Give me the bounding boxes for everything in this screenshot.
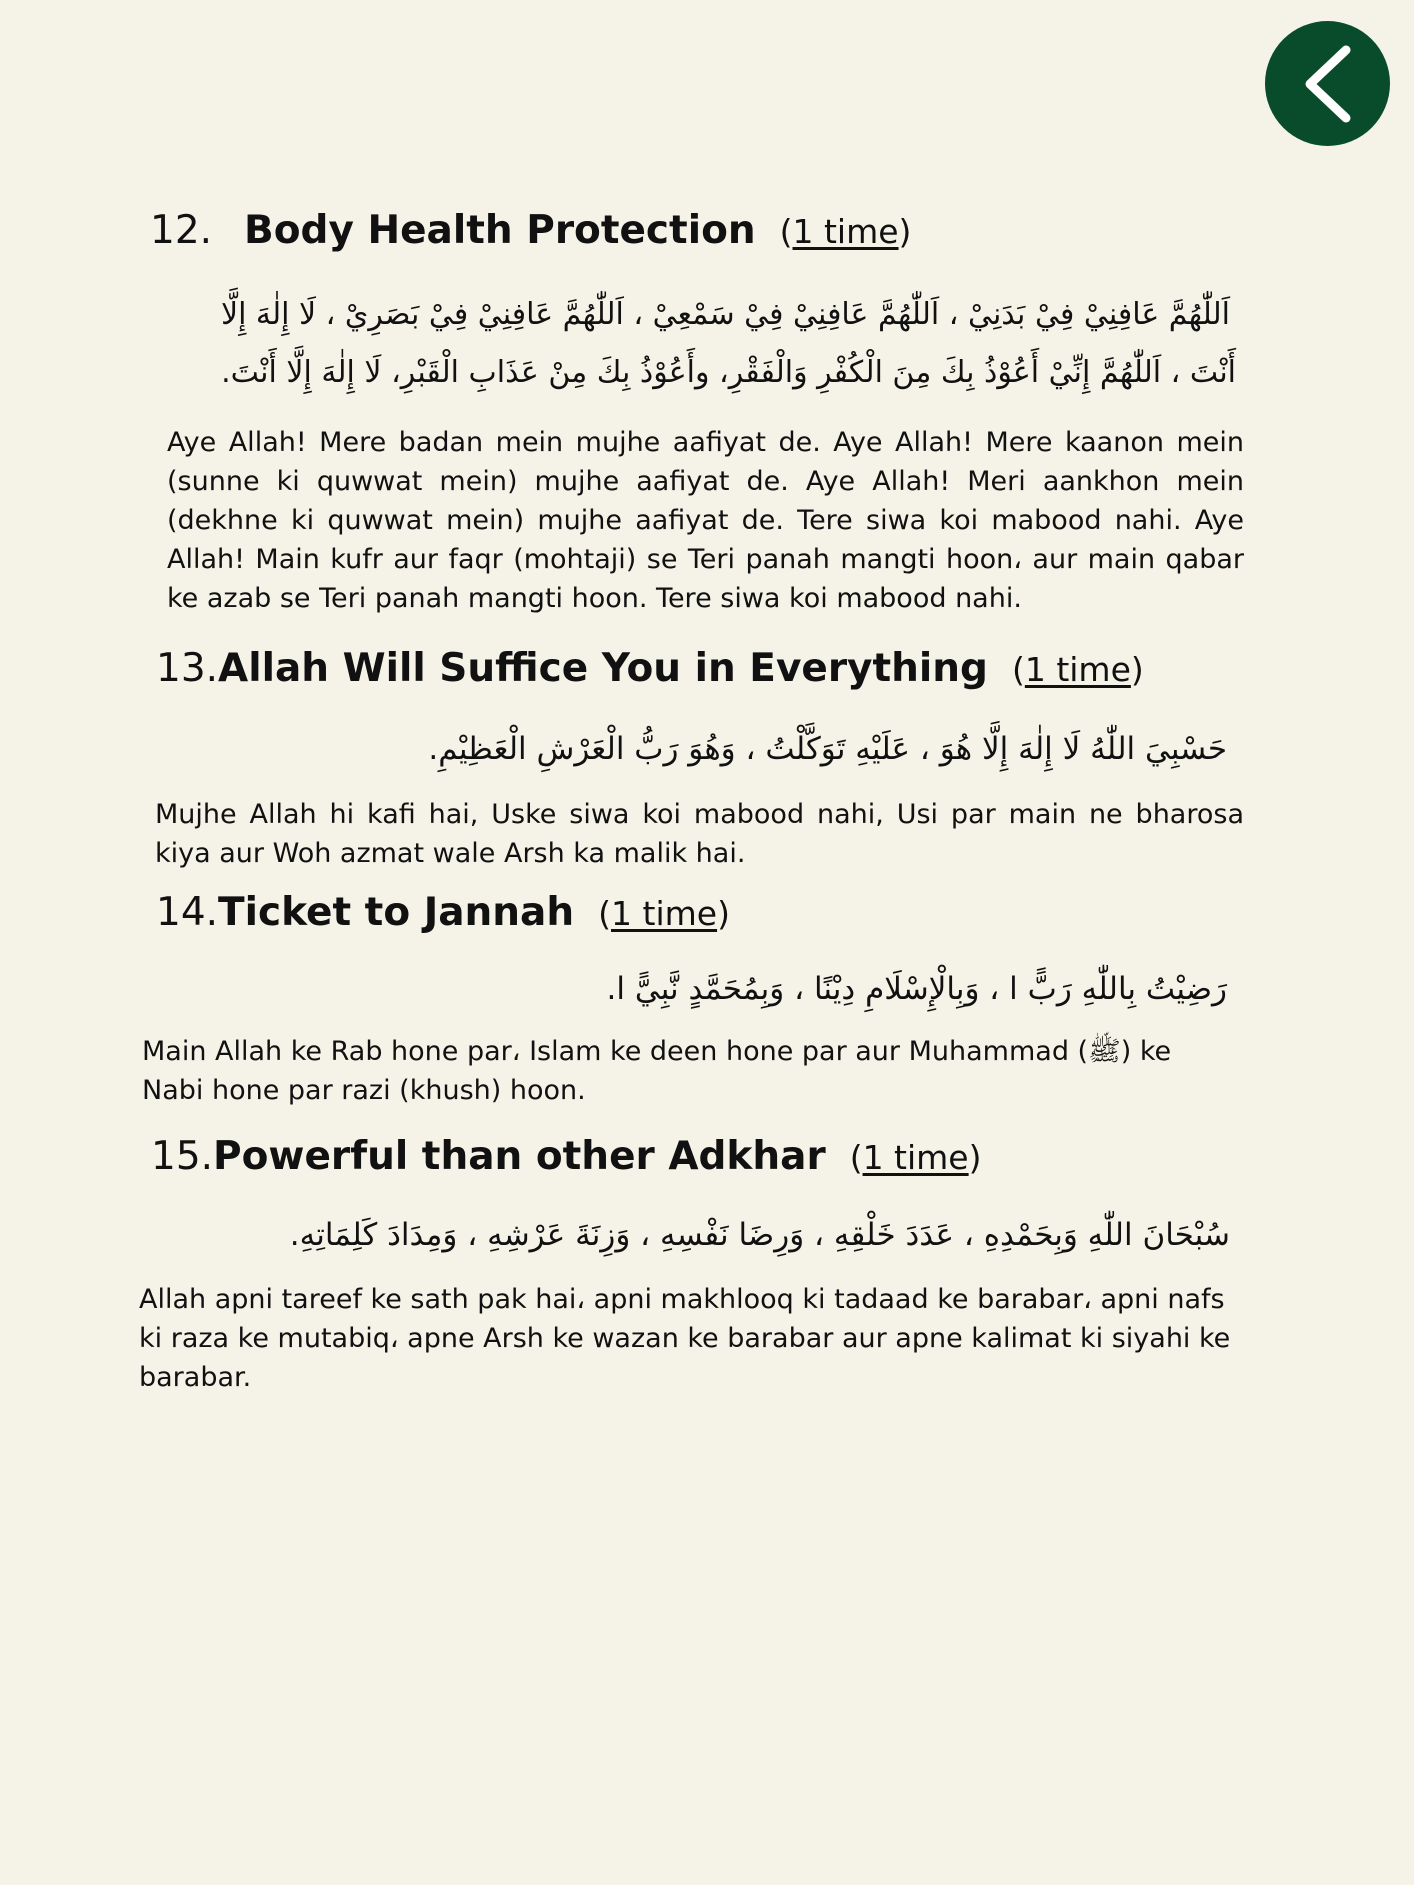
dua-number: 15.	[151, 1134, 214, 1179]
dua-heading	[150, 208, 1250, 253]
arabic-text-line: رَضِيْتُ بِاللّٰهِ رَبًّ ا ، وَبِالْإِسْلَامِ دِيْنًا ، وَبِمُحَمَّدٍ نَّبِيًّ ا.	[606, 971, 1227, 1007]
arabic-text-line: حَسْبِيَ اللّٰهُ لَا إِلٰهَ إِلَّا هُوَ ، عَلَيْهِ تَوَكَّلْتُ ، وَهُوَ رَبُّ الْعَرْشِ الْعَظِيْمِ.	[428, 731, 1227, 767]
repeat-count: (1 time)	[779, 212, 912, 251]
back-button[interactable]	[1265, 21, 1390, 146]
translation-text: Main Allah ke Rab hone par، Islam ke deen hone par aur Muhammad (ﷺ) ke Nabi hone par razi (khush) hoon.	[142, 1036, 1172, 1106]
chevron-left-icon	[1298, 44, 1358, 124]
dua-number: 13.	[156, 646, 219, 691]
dua-number: 12.	[150, 208, 213, 253]
dua-section	[156, 646, 1256, 691]
dua-title: Allah Will Suffice You in Everything	[218, 646, 988, 691]
dua-heading	[156, 646, 1256, 691]
dua-section	[156, 890, 1256, 935]
dua-title: Body Health Protection	[244, 208, 756, 253]
dua-title: Ticket to Jannah	[218, 890, 575, 935]
repeat-count: (1 time)	[1011, 650, 1144, 689]
dua-section	[150, 208, 1250, 253]
arabic-text-line: أَنْتَ ، اَللّٰهُمَّ إِنِّيْ أَعُوْذُ بِكَ مِنَ الْكُفْرِ وَالْفَقْرِ، وأَعُوْذُ بِكَ مِنْ عَذَابِ الْقَبْرِ، لَا إِلٰهَ إِلَّا أَنْتَ.	[221, 355, 1236, 390]
dua-number: 14.	[156, 890, 219, 935]
translation-text: Allah apni tareef ke sath pak hai، apni makhlooq ki tadaad ke barabar، apni nafs ki raza ke mutabiq، apne Arsh ke wazan ke barabar aur apne kalimat ki siyahi ke barabar.	[139, 1284, 1231, 1393]
dua-title: Powerful than other Adkhar	[213, 1134, 826, 1179]
arabic-text-line: اَللّٰهُمَّ عَافِنِيْ فِيْ بَدَنِيْ ، اَللّٰهُمَّ عَافِنِيْ فِيْ سَمْعِيْ ، اَللّٰهُمَّ عَافِنِيْ فِيْ بَصَرِيْ ، لَا إِلٰهَ إِلَّا	[220, 297, 1230, 332]
repeat-count: (1 time)	[849, 1138, 982, 1177]
arabic-text-line: سُبْحَانَ اللّٰهِ وَبِحَمْدِهِ ، عَدَدَ خَلْقِهِ ، وَرِضَا نَفْسِهِ ، وَزِنَةَ عَرْشِهِ ، وَمِدَادَ كَلِمَاتِهِ.	[289, 1217, 1230, 1253]
dua-section	[151, 1134, 1251, 1179]
translation-text: Mujhe Allah hi kafi hai, Uske siwa koi mabood nahi, Usi par main ne bharosa kiya aur Woh azmat wale Arsh ka malik hai.	[155, 799, 1244, 869]
dua-heading	[151, 1134, 1251, 1179]
dua-heading	[156, 890, 1256, 935]
repeat-count: (1 time)	[598, 894, 730, 933]
translation-text: Aye Allah! Mere badan mein mujhe aafiyat de. Aye Allah! Mere kaanon mein (sunne ki quwwat mein) mujhe aafiyat de. Aye Allah! Meri aankhon mein (dekhne ki quwwat mein) mujhe aafiyat de. Tere siwa koi mabood nahi. Aye Allah! Main kufr aur faqr (mohtaji) se Teri panah mangti hoon، aur main qabar ke azab se Teri panah mangti hoon. Tere siwa koi mabood nahi.	[167, 427, 1244, 614]
